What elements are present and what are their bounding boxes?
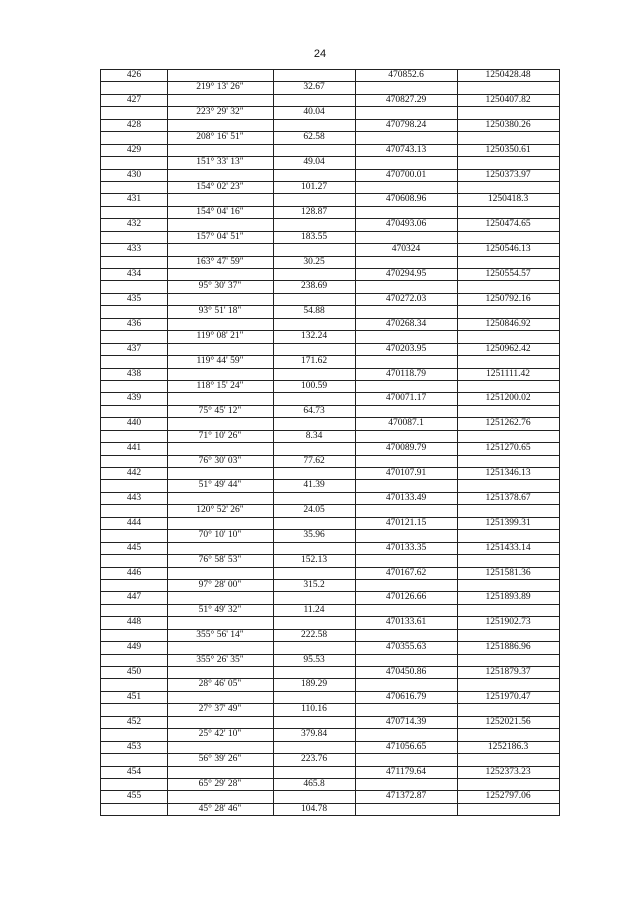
y-coordinate: 1251886.96: [485, 642, 531, 653]
point-number: 432: [126, 219, 142, 230]
segment-row: [101, 629, 559, 641]
direction-angle: 118° 15' 24": [196, 380, 244, 391]
x-coordinate: 470118.79: [385, 368, 427, 379]
x-coordinate: 470700.01: [385, 169, 427, 180]
segment-length: 104.78: [300, 803, 328, 814]
y-coordinate: 1251893.89: [485, 592, 531, 603]
direction-angle: 51° 49' 44": [198, 480, 242, 491]
table-row: [101, 417, 559, 429]
direction-angle: 28° 46' 05": [198, 679, 242, 690]
direction-angle: 355° 56' 14": [196, 629, 244, 640]
segment-row: [101, 280, 559, 292]
y-coordinate: 1251200.02: [485, 393, 531, 404]
point-number: 438: [126, 368, 142, 379]
x-coordinate: 470798.24: [385, 119, 427, 130]
point-number: 453: [126, 741, 142, 752]
y-coordinate: 1250554.57: [485, 269, 531, 279]
point-number: 454: [126, 766, 142, 777]
x-coordinate: 470167.62: [385, 567, 427, 578]
segment-row: [101, 231, 559, 243]
table-row: [101, 492, 559, 504]
segment-row: [101, 156, 559, 168]
point-number: 429: [126, 144, 142, 155]
segment-length: 465.8: [303, 778, 325, 789]
segment-row: [101, 554, 559, 566]
segment-row: [101, 430, 559, 442]
direction-angle: 163° 47' 59": [196, 256, 244, 267]
y-coordinate: 1252373.23: [485, 766, 531, 777]
direction-angle: 93° 51' 18": [198, 306, 242, 317]
point-number: 450: [126, 667, 142, 677]
x-coordinate: 470616.79: [385, 691, 427, 702]
y-coordinate: 1251378.67: [485, 492, 531, 503]
x-coordinate: 471056.65: [385, 741, 427, 752]
segment-row: [101, 455, 559, 467]
segment-row: [101, 479, 559, 491]
segment-length: 223.76: [300, 754, 328, 765]
segment-length: 100.59: [300, 380, 328, 391]
direction-angle: 157° 04' 51": [196, 231, 244, 242]
direction-angle: 76° 30' 03": [198, 455, 242, 466]
table-row: [101, 94, 559, 106]
point-number: 443: [126, 492, 142, 503]
segment-length: 171.62: [300, 356, 328, 367]
y-coordinate: 1250474.65: [485, 219, 531, 230]
point-number: 436: [126, 318, 142, 329]
y-coordinate: 1252186.3: [487, 741, 529, 752]
point-number: 451: [126, 691, 142, 702]
table-row: [101, 368, 559, 380]
segment-row: [101, 355, 559, 367]
x-coordinate: 470126.66: [385, 592, 427, 603]
point-number: 426: [126, 70, 142, 80]
segment-length: 101.27: [300, 181, 328, 192]
point-number: 448: [126, 617, 142, 628]
direction-angle: 119° 08' 21": [196, 331, 244, 342]
point-number: 439: [126, 393, 142, 404]
segment-length: 62.58: [303, 132, 325, 143]
segment-length: 64.73: [303, 405, 325, 416]
x-coordinate: 470203.95: [385, 343, 427, 354]
x-coordinate: 471179.64: [385, 766, 427, 777]
y-coordinate: 1251581.36: [485, 567, 531, 578]
point-number: 441: [126, 443, 142, 454]
segment-length: 54.88: [303, 306, 325, 317]
segment-row: [101, 181, 559, 193]
y-coordinate: 1250350.61: [485, 144, 531, 155]
table-row: [101, 318, 559, 330]
table-row: [101, 716, 559, 728]
x-coordinate: 470608.96: [385, 194, 427, 205]
x-coordinate: 470714.39: [385, 716, 427, 727]
segment-length: 30.25: [303, 256, 325, 267]
segment-row: [101, 206, 559, 218]
point-number: 449: [126, 642, 142, 653]
y-coordinate: 1251399.31: [485, 517, 531, 528]
segment-length: 379.84: [300, 729, 328, 740]
segment-row: [101, 703, 559, 715]
direction-angle: 97° 28' 00": [198, 579, 242, 590]
y-coordinate: 1251902.73: [485, 617, 531, 628]
direction-angle: 223° 29' 32": [196, 107, 244, 118]
segment-length: 189.29: [300, 679, 328, 690]
direction-angle: 76° 58' 53": [198, 555, 242, 566]
segment-length: 110.16: [301, 704, 327, 715]
segment-row: [101, 529, 559, 541]
direction-angle: 151° 33' 13": [196, 157, 244, 168]
direction-angle: 120° 52' 26": [196, 505, 244, 516]
point-number: 427: [126, 94, 142, 105]
table-row: [101, 567, 559, 579]
direction-angle: 119° 44' 59": [196, 356, 244, 367]
point-number: 455: [126, 791, 142, 802]
x-coordinate: 470324: [391, 244, 421, 255]
table-row: [101, 293, 559, 305]
segment-length: 238.69: [300, 281, 328, 292]
segment-length: 41.39: [303, 480, 325, 491]
segment-row: [101, 405, 559, 417]
y-coordinate: 1250846.92: [485, 318, 531, 329]
table-row: [101, 169, 559, 181]
direction-angle: 355° 26' 35": [196, 654, 244, 665]
point-number: 435: [126, 293, 142, 304]
segment-row: [101, 380, 559, 392]
y-coordinate: 1250428.48: [485, 70, 531, 80]
segment-row: [101, 654, 559, 666]
segment-length: 315.2: [303, 579, 325, 590]
point-number: 431: [126, 194, 142, 205]
point-number: 446: [126, 567, 142, 578]
x-coordinate: 470743.13: [385, 144, 427, 155]
y-coordinate: 1251262.76: [485, 418, 531, 429]
segment-row: [101, 81, 559, 93]
segment-length: 77.62: [303, 455, 325, 466]
segment-row: [101, 803, 559, 815]
x-coordinate: 470827.29: [385, 94, 427, 105]
segment-length: 35.96: [303, 530, 325, 541]
segment-length: 183.55: [300, 231, 328, 242]
table-row: [101, 193, 559, 205]
table-row: [101, 666, 559, 678]
x-coordinate: 470089.79: [385, 443, 427, 454]
segment-row: [101, 728, 559, 740]
x-coordinate: 470852.6: [388, 70, 424, 80]
segment-length: 132.24: [300, 331, 328, 342]
y-coordinate: 1251879.37: [485, 667, 531, 677]
point-number: 440: [126, 418, 142, 429]
table-row: [101, 591, 559, 603]
segment-row: [101, 579, 559, 591]
segment-row: [101, 778, 559, 790]
table-row: [101, 268, 559, 280]
segment-length: 32.67: [303, 82, 325, 93]
table-row: [101, 790, 559, 802]
direction-angle: 71° 10' 26": [198, 430, 242, 441]
x-coordinate: 470087.1: [388, 418, 424, 429]
table-row: [101, 641, 559, 653]
segment-row: [101, 504, 559, 516]
segment-row: [101, 256, 559, 268]
table-row: [101, 119, 559, 131]
segment-length: 11.24: [303, 604, 325, 615]
segment-length: 8.34: [305, 430, 323, 441]
direction-angle: 70° 10' 10": [198, 530, 242, 541]
table-row: [101, 144, 559, 156]
table-row: [101, 218, 559, 230]
direction-angle: 208° 16' 51": [196, 132, 244, 143]
y-coordinate: 1252021.56: [485, 716, 531, 727]
y-coordinate: 1251970.47: [485, 691, 531, 702]
direction-angle: 154° 02' 23": [196, 181, 244, 192]
segment-length: 128.87: [300, 206, 328, 217]
y-coordinate: 1250418.3: [487, 194, 529, 205]
table-row: [101, 69, 559, 81]
table-row: [101, 467, 559, 479]
segment-length: 95.53: [303, 654, 325, 665]
table-row: [101, 343, 559, 355]
point-number: 437: [126, 343, 142, 354]
coordinates-table: [100, 69, 560, 816]
y-coordinate: 1251346.13: [485, 468, 531, 478]
segment-length: 222.58: [300, 629, 328, 640]
segment-length: 24.05: [303, 505, 325, 516]
table-row: [101, 542, 559, 554]
y-coordinate: 1252797.06: [485, 791, 531, 802]
table-row: [101, 442, 559, 454]
y-coordinate: 1251270.65: [485, 443, 531, 454]
y-coordinate: 1250380.26: [485, 119, 531, 130]
direction-angle: 219° 13' 26": [196, 82, 244, 93]
x-coordinate: 470121.15: [385, 517, 427, 528]
direction-angle: 25° 42' 10": [198, 729, 242, 740]
segment-row: [101, 305, 559, 317]
segment-length: 49.04: [303, 157, 325, 168]
x-coordinate: 470294.95: [385, 269, 427, 279]
direction-angle: 154° 04' 16": [196, 206, 244, 217]
x-coordinate: 470355.63: [385, 642, 427, 653]
table-row: [101, 766, 559, 778]
y-coordinate: 1251111.42: [485, 368, 531, 379]
point-number: 428: [126, 119, 142, 130]
point-number: 452: [126, 716, 142, 727]
table-row: [101, 517, 559, 529]
x-coordinate: 470133.49: [385, 492, 427, 503]
point-number: 447: [126, 592, 142, 603]
y-coordinate: 1250407.82: [485, 94, 531, 105]
x-coordinate: 471372.87: [385, 791, 427, 802]
segment-row: [101, 678, 559, 690]
y-coordinate: 1250373.97: [485, 169, 531, 180]
direction-angle: 27° 37' 49": [198, 704, 242, 715]
segment-row: [101, 330, 559, 342]
point-number: 434: [126, 269, 142, 279]
table-row: [101, 392, 559, 404]
table-row: [101, 691, 559, 703]
direction-angle: 56° 39' 26": [198, 754, 242, 765]
table-row: [101, 741, 559, 753]
point-number: 444: [126, 517, 142, 528]
direction-angle: 65° 29' 28": [198, 778, 242, 789]
table-row: [101, 616, 559, 628]
segment-row: [101, 604, 559, 616]
x-coordinate: 470133.35: [385, 542, 427, 553]
y-coordinate: 1250546.13: [485, 244, 531, 255]
x-coordinate: 470450.86: [385, 667, 427, 677]
segment-row: [101, 131, 559, 143]
segment-row: [101, 106, 559, 118]
x-coordinate: 470071.17: [385, 393, 427, 404]
direction-angle: 95° 30' 37": [198, 281, 242, 292]
x-coordinate: 470107.91: [385, 468, 427, 478]
segment-length: 40.04: [303, 107, 325, 118]
point-number: 433: [126, 244, 142, 255]
direction-angle: 45° 28' 46": [198, 803, 242, 814]
y-coordinate: 1251433.14: [485, 542, 531, 553]
x-coordinate: 470133.61: [385, 617, 427, 628]
table-row: [101, 243, 559, 255]
point-number: 430: [126, 169, 142, 180]
direction-angle: 75° 45' 12": [198, 405, 242, 416]
point-number: 445: [126, 542, 142, 553]
y-coordinate: 1250792.16: [485, 293, 531, 304]
x-coordinate: 470272.03: [385, 293, 427, 304]
direction-angle: 51° 49' 32": [198, 604, 242, 615]
segment-row: [101, 753, 559, 765]
point-number: 442: [126, 468, 142, 478]
segment-length: 152.13: [300, 555, 328, 566]
x-coordinate: 470268.34: [385, 318, 427, 329]
x-coordinate: 470493.06: [385, 219, 427, 230]
y-coordinate: 1250962.42: [485, 343, 531, 354]
page-number: 24: [313, 48, 327, 60]
